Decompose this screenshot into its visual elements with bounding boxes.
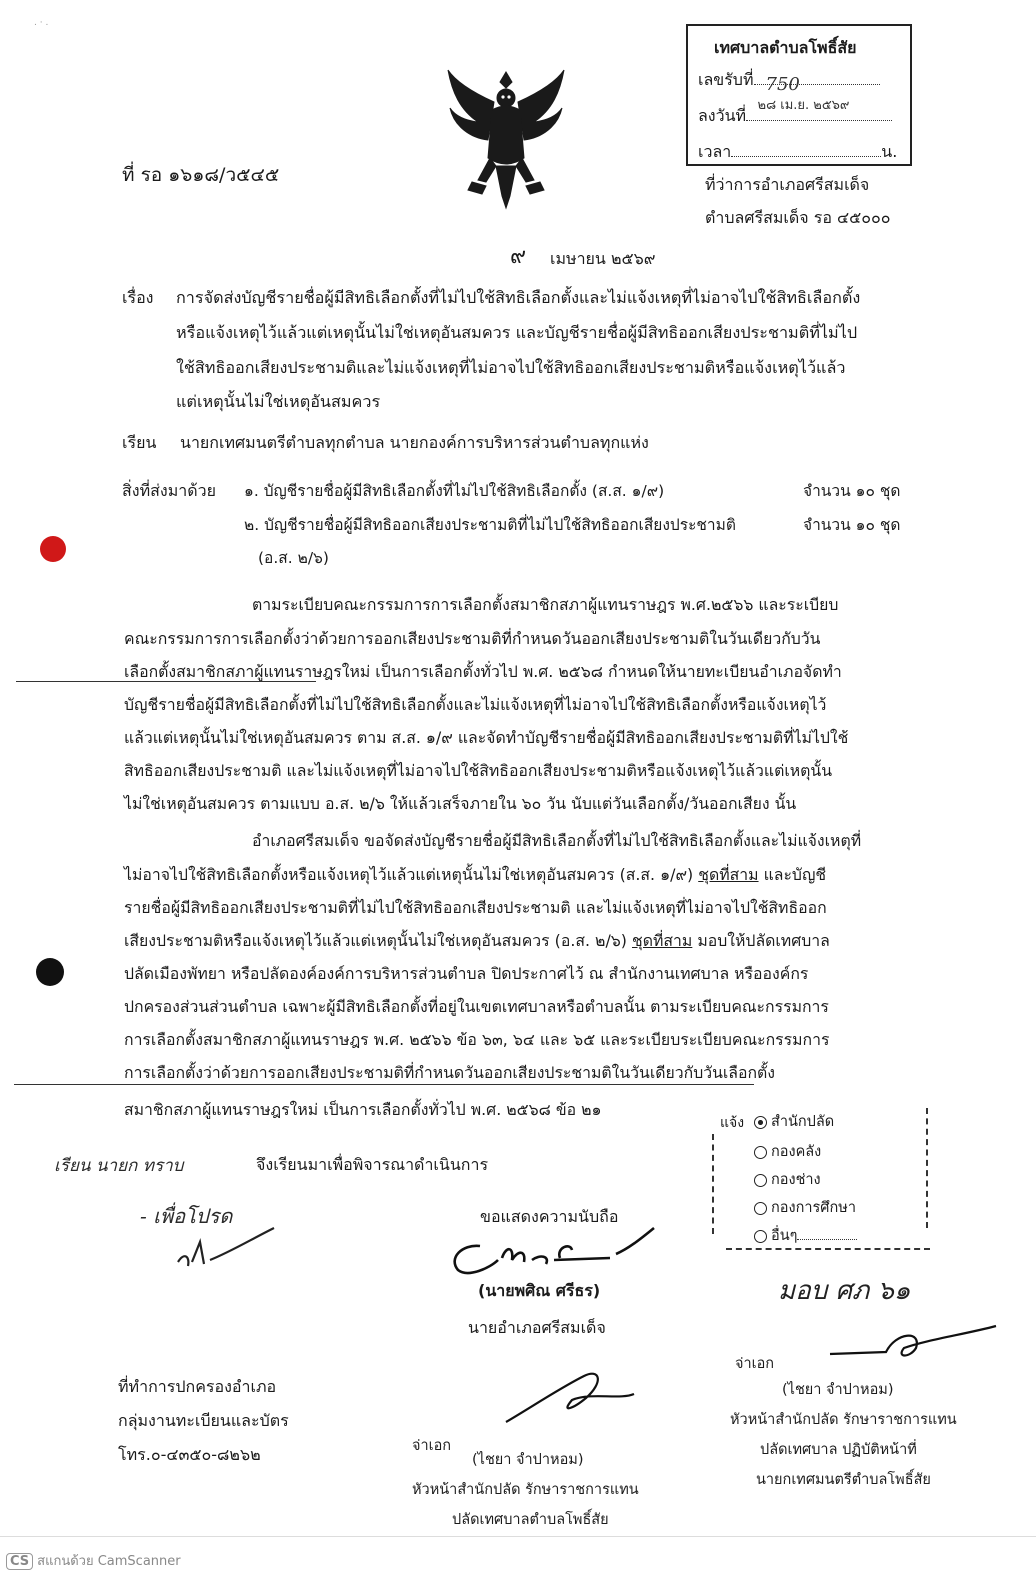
- officer-center-prefix: จ่าเอก: [412, 1438, 452, 1454]
- punch-hole-black: [36, 958, 64, 986]
- subject-label: เรื่อง: [122, 288, 154, 307]
- body-para2-line3: รายชื่อผู้มีสิทธิออกเสียงประชามติที่ไม่ไปใช้สิทธิออกเสียงประชามติ และไม่แจ้งเหตุที่ไม่อาจไปใช้สิทธิออก: [124, 898, 827, 917]
- notify-option-admin: [754, 1110, 834, 1133]
- officer-center-name: (ไชยา จำปาหอม): [472, 1452, 584, 1468]
- salutation-label: เรียน: [122, 433, 157, 452]
- officer-right-prefix: จ่าเอก: [735, 1356, 775, 1372]
- stamp-receipt-value: 750: [765, 74, 800, 95]
- pen-underline-2: [14, 1084, 754, 1085]
- body-para2-line1: อำเภอศรีสมเด็จ ขอจัดส่งบัญชีรายชื่อผู้มีสิทธิเลือกตั้งที่ไม่ไปใช้สิทธิเลือกตั้งและไม่แจ้งเหตุที่: [252, 831, 862, 850]
- signer-title: นายอำเภอศรีสมเด็จ: [468, 1318, 606, 1337]
- body-para2-line2: [124, 862, 826, 888]
- notify-option-education-label: กองการศึกษา: [771, 1200, 856, 1216]
- enclosures-label: สิ่งที่ส่งมาด้วย: [122, 481, 216, 500]
- notify-label: แจ้ง: [720, 1115, 745, 1131]
- receiving-stamp: [686, 24, 912, 166]
- notify-box-right-edge: [926, 1108, 928, 1228]
- camscanner-logo-icon: CS: [6, 1553, 33, 1570]
- closing-phrase: ขอแสดงความนับถือ: [480, 1207, 619, 1226]
- circle-icon: [754, 1230, 767, 1243]
- circle-icon: [754, 1146, 767, 1159]
- officer-right-title1: หัวหน้าสำนักปลัด รักษาราชการแทน: [730, 1412, 957, 1428]
- scanner-watermark: [6, 1550, 181, 1571]
- handwritten-note-left: เรียน นายก ทราบ: [54, 1156, 184, 1176]
- body-para1-line4: บัญชีรายชื่อผู้มีสิทธิเลือกตั้งที่ไม่ไปใช้สิทธิเลือกตั้งและไม่แจ้งเหตุที่ไม่อาจไปใช้สิทธิเลือกตั้งหรือแจ้งเหตุไว้: [124, 695, 827, 714]
- body-para2-line5: ปลัดเมืองพัทยา หรือปลัดองค์องค์การบริหารส่วนตำบล ปิดประกาศไว้ ณ สำนักงานเทศบาล หรือองค์กร: [124, 964, 809, 983]
- stamp-receipt-row: [698, 68, 880, 113]
- notify-option-admin-label: สำนักปลัด: [771, 1114, 835, 1130]
- body-para2-line2a: ไม่อาจไปใช้สิทธิเลือกตั้งหรือแจ้งเหตุไว้แล้วแต่เหตุนั้นไม่ใช่เหตุอันสมควร (ส.ส. ๑/๙): [124, 865, 694, 884]
- contact-office: ที่ทำการปกครองอำเภอ: [118, 1377, 277, 1396]
- date-day: ๙: [510, 244, 527, 269]
- stamp-date-row: [698, 104, 892, 129]
- stamp-time-suffix: น.: [881, 142, 898, 161]
- circle-icon: [754, 1202, 767, 1215]
- distribution-box: [710, 1108, 930, 1252]
- notify-option-other-label: อื่นๆ: [771, 1228, 798, 1244]
- punch-hole-red: [40, 536, 66, 562]
- notify-option-education: [754, 1196, 856, 1219]
- body-para2-line4a: เสียงประชามติหรือแจ้งเหตุไว้แล้วแต่เหตุนั้นไม่ใช่เหตุอันสมควร (อ.ส. ๒/๖): [124, 931, 627, 950]
- scanner-watermark-text: สแกนด้วย CamScanner: [37, 1554, 181, 1569]
- body-para2-line4: [124, 928, 830, 954]
- enclosure-item-1: ๑. บัญชีรายชื่อผู้มีสิทธิเลือกตั้งที่ไม่ไปใช้สิทธิเลือกตั้ง (ส.ส. ๑/๙): [244, 482, 665, 500]
- subject-line-3: ใช้สิทธิออกเสียงประชามติและไม่แจ้งเหตุที่ไม่อาจไปใช้สิทธิออกเสียงประชามติหรือแจ้งเหตุไว้แล้ว: [176, 358, 846, 377]
- stamp-time-label: เวลา: [698, 142, 732, 161]
- officer-right-title2: ปลัดเทศบาล ปฏิบัติหน้าที่: [760, 1442, 917, 1458]
- body-para1-line6: สิทธิออกเสียงประชามติ และไม่แจ้งเหตุที่ไม่อาจไปใช้สิทธิออกเสียงประชามติหรือแจ้งเหตุไว้แล้วแต่เหตุนั้น: [124, 761, 833, 780]
- pen-underline-1: [16, 681, 316, 682]
- enclosure-item-1-qty: จำนวน ๑๐ ชุด: [803, 482, 901, 500]
- body-para1-line5: แล้วแต่เหตุนั้นไม่ใช่เหตุอันสมควร ตาม ส.ส. ๑/๙ และจัดทำบัญชีรายชื่อผู้มีสิทธิออกเสียงประชามติที่ไม่ไปใช้: [124, 728, 849, 747]
- checked-circle-icon: [754, 1116, 767, 1129]
- notify-box-bottom-edge: [726, 1248, 930, 1250]
- stamp-receipt-label: เลขรับที่: [698, 70, 754, 89]
- salutation-text: นายกเทศมนตรีตำบลทุกตำบล นายกองค์การบริหารส่วนตำบลทุกแห่ง: [180, 433, 649, 452]
- contact-section: กลุ่มงานทะเบียนและบัตร: [118, 1411, 289, 1430]
- officer-right-signature: [826, 1322, 1002, 1366]
- stamp-date-label: ลงวันที่: [698, 106, 747, 125]
- stamp-date-value: ๒๘ เม.ย. ๒๕๖๙: [757, 98, 850, 113]
- body-para2-line6: ปกครองส่วนส่วนตำบล เฉพาะผู้มีสิทธิเลือกตั้งที่อยู่ในเขตเทศบาลหรือตำบลนั้น ตามระเบียบคณะกรรมการ: [124, 997, 829, 1016]
- sender-address-line1: ที่ว่าการอำเภอศรีสมเด็จ: [705, 175, 870, 194]
- reference-number: ที่ รอ ๑๖๑๘/ว๕๔๕: [122, 164, 280, 186]
- subject-line-4: แต่เหตุนั้นไม่ใช่เหตุอันสมควร: [176, 392, 381, 411]
- enclosure-item-2-cont: (อ.ส. ๒/๖): [258, 549, 329, 567]
- sender-address-line2: ตำบลศรีสมเด็จ รอ ๔๕๐๐๐: [705, 208, 891, 227]
- stamp-office: เทศบาลตำบลโพธิ์สัย: [714, 38, 857, 57]
- body-para2-line7: การเลือกตั้งสมาชิกสภาผู้แทนราษฎร พ.ศ. ๒๕๖๖ ข้อ ๖๓, ๖๔ และ ๖๕ และระเบียบระเบียบคณะกรรมการ: [124, 1030, 830, 1049]
- notify-box-left-edge: [712, 1134, 714, 1234]
- body-para1-line7: ไม่ใช่เหตุอันสมควร ตามแบบ อ.ส. ๒/๖ ให้แล้วเสร็จภายใน ๖๐ วัน นับแต่วันเลือกตั้ง/วันออกเสียง นั้น: [124, 794, 797, 813]
- handwritten-note-right: มอบ ศภ ๖๑: [778, 1276, 911, 1306]
- date-month-year: เมษายน ๒๕๖๙: [550, 249, 656, 268]
- subject-line-2: หรือแจ้งเหตุไว้แล้วแต่เหตุนั้นไม่ใช่เหตุอันสมควร และบัญชีรายชื่อผู้มีสิทธิออกเสียงประชามติที่ไม่ไป: [176, 323, 858, 342]
- body-para2-line8: การเลือกตั้งว่าด้วยการออกเสียงประชามติที่กำหนดวันออกเสียงประชามติในวันเดียวกับวันเลือกตั้ง: [124, 1063, 776, 1082]
- initials-signature: [170, 1222, 280, 1272]
- enclosure-item-2-qty: จำนวน ๑๐ ชุด: [803, 516, 901, 534]
- notify-option-engineering-label: กองช่าง: [771, 1172, 821, 1188]
- officer-center-title1: หัวหน้าสำนักปลัด รักษาราชการแทน: [412, 1482, 639, 1498]
- body-para1-line3: เลือกตั้งสมาชิกสภาผู้แทนราษฎรใหม่ เป็นการเลือกตั้งทั่วไป พ.ศ. ๒๕๖๘ กำหนดให้นายทะเบียนอำเภอจัดทำ: [124, 662, 842, 681]
- notify-option-engineering: [754, 1168, 821, 1191]
- circle-icon: [754, 1174, 767, 1187]
- officer-center-signature: [500, 1368, 640, 1430]
- signer-name: (นายพศิณ ศรีธร): [478, 1281, 601, 1300]
- set-three-label-1: ชุดที่สาม: [698, 865, 759, 884]
- officer-right-title3: นายกเทศมนตรีตำบลโพธิ์สัย: [756, 1472, 931, 1488]
- body-para2-line9: สมาชิกสภาผู้แทนราษฎรใหม่ เป็นการเลือกตั้งทั่วไป พ.ศ. ๒๕๖๘ ข้อ ๒๑: [124, 1100, 602, 1119]
- notify-option-other: [754, 1224, 857, 1247]
- notify-option-finance-label: กองคลัง: [771, 1144, 822, 1160]
- body-para1-line1: ตามระเบียบคณะกรรมการการเลือกตั้งสมาชิกสภาผู้แทนราษฎร พ.ศ.๒๕๖๖ และระเบียบ: [252, 595, 839, 614]
- stamp-time-row: [698, 140, 897, 165]
- body-para1-line2: คณะกรรมการการเลือกตั้งว่าด้วยการออกเสียงประชามติที่กำหนดวันออกเสียงประชามติในวันเดียวกับวัน: [124, 629, 821, 648]
- scan-speck: . · .: [34, 18, 49, 28]
- notify-option-finance: [754, 1140, 821, 1163]
- enclosure-item-2: ๒. บัญชีรายชื่อผู้มีสิทธิออกเสียงประชามติที่ไม่ไปใช้สิทธิออกเสียงประชามติ: [244, 516, 736, 534]
- handwritten-note-left-2: - เพื่อโปรด: [140, 1204, 233, 1228]
- set-three-label-2: ชุดที่สาม: [632, 931, 693, 950]
- district-chief-signature: [440, 1224, 660, 1284]
- garuda-emblem-icon: [442, 62, 570, 210]
- scan-bottom-edge: [0, 1536, 1036, 1537]
- body-para2-line2b: และบัญชี: [763, 865, 827, 884]
- officer-center-title2: ปลัดเทศบาลตำบลโพธิ์สัย: [452, 1512, 609, 1528]
- officer-right-name: (ไชยา จำปาหอม): [782, 1382, 894, 1398]
- body-para2-line4b: มอบให้ปลัดเทศบาล: [697, 931, 830, 950]
- closing-request: จึงเรียนมาเพื่อพิจารณาดำเนินการ: [256, 1155, 489, 1174]
- subject-line-1: การจัดส่งบัญชีรายชื่อผู้มีสิทธิเลือกตั้งที่ไม่ไปใช้สิทธิเลือกตั้งและไม่แจ้งเหตุที่ไม่อาจไปใช้สิทธิเลือกตั้ง: [176, 288, 861, 307]
- contact-phone: โทร.๐-๔๓๕๐-๘๒๖๒: [118, 1445, 261, 1464]
